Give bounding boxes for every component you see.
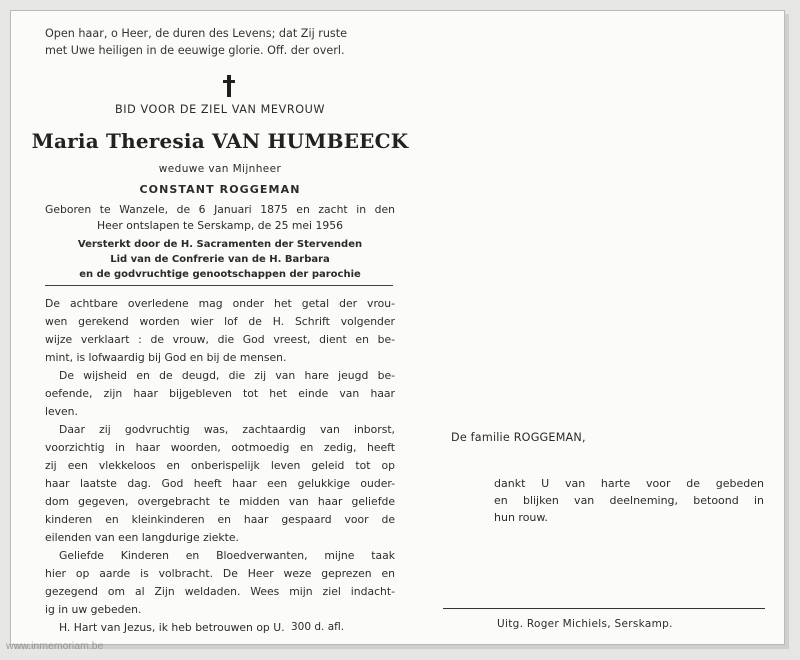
thanks-line-1: dankt U van harte voor de gebeden	[494, 477, 764, 490]
eulogy-line: Geliefde Kinderen en Bloedverwanten, mijne taak	[59, 549, 395, 562]
opening-prayer-line-1: Open haar, o Heer, de duren des Levens; dat Zij ruste	[45, 27, 348, 40]
site-watermark: www.inmemoriam.be	[6, 640, 104, 652]
eulogy-line: gezegend om al Zijn weldaden. Wees mijn ziel indacht-	[45, 585, 395, 598]
sacraments-info	[45, 237, 395, 282]
indulgence-note: 300 d. afl.	[291, 621, 345, 633]
eulogy-line: voorzichtig in haar woorden, ootmoedig en zedig, heeft	[45, 441, 395, 454]
birth-line: Geboren te Wanzele, de 6 Januari 1875 en zacht in den	[45, 203, 395, 216]
thanks-line-3: hun rouw.	[494, 511, 548, 524]
publisher-rule	[443, 608, 765, 609]
eulogy-line: wen gerekend worden wier lof de H. Schrift volgender	[45, 315, 395, 328]
family-line: De familie ROGGEMAN,	[451, 431, 586, 444]
eulogy-line: dom gegeven, overgebracht te midden van haar geliefde	[45, 495, 395, 508]
sacraments-line-1: Versterkt door de H. Sacramenten der Stervenden	[77, 239, 363, 250]
widow-line: weduwe van Mijnheer	[158, 163, 282, 175]
eulogy-line: hier op aarde is volbracht. De Heer weze geprezen en	[45, 567, 395, 580]
sacraments-line-3: en de godvruchtige genootschappen der parochie	[79, 269, 361, 280]
opening-prayer	[45, 25, 395, 59]
eulogy-text	[45, 295, 395, 637]
cross-icon	[223, 75, 235, 97]
thanks-line-2: en blijken van deelneming, betoond in	[494, 494, 764, 507]
eulogy-line: oefende, zijn haar bijgebleven tot het einde van haar	[45, 387, 395, 400]
death-line: Heer ontslapen te Serskamp, de 25 mei 1956	[97, 218, 343, 232]
deceased-name: Maria Theresia VAN HUMBEECK	[31, 129, 409, 153]
publisher-credit: Uitg. Roger Michiels, Serskamp.	[497, 618, 673, 630]
memorial-card	[10, 10, 785, 645]
eulogy-line: haar laatste dag. God heeft haar een gelukkige ouder-	[45, 477, 395, 490]
eulogy-line: ig in uw gebeden.	[45, 603, 142, 616]
divider-rule	[45, 285, 393, 286]
sacraments-line-2: Lid van de Confrerie van de H. Barbara	[110, 254, 330, 265]
eulogy-line: wijze verklaart : de vrouw, die God vreest, dient en be-	[45, 333, 395, 346]
eulogy-line: De achtbare overledene mag onder het getal der vrou-	[45, 297, 395, 310]
eulogy-line: De wijsheid en de deugd, die zij van hare jeugd be-	[59, 369, 395, 382]
eulogy-line: kinderen en kleinkinderen en haar gespaard voor de	[45, 513, 395, 526]
eulogy-line: zij een vlekkeloos en onberispelijk leven geleid tot op	[45, 459, 395, 472]
prayer-heading: BID VOOR DE ZIEL VAN MEVROUW	[114, 103, 326, 116]
opening-prayer-line-2: met Uwe heiligen in de eeuwige glorie. Off. der overl.	[45, 44, 345, 57]
husband-name: CONSTANT ROGGEMAN	[139, 183, 301, 196]
eulogy-line: leven.	[45, 405, 78, 418]
thanks-text	[494, 475, 764, 526]
eulogy-line: H. Hart van Jezus, ik heb betrouwen op U.	[59, 621, 285, 634]
eulogy-line: mint, is lofwaardig bij God en bij de mensen.	[45, 351, 287, 364]
eulogy-line: Daar zij godvruchtig was, zachtaardig van inborst,	[59, 423, 395, 436]
eulogy-line: eilenden van een langdurige ziekte.	[45, 531, 239, 544]
birth-death-info	[45, 202, 395, 233]
